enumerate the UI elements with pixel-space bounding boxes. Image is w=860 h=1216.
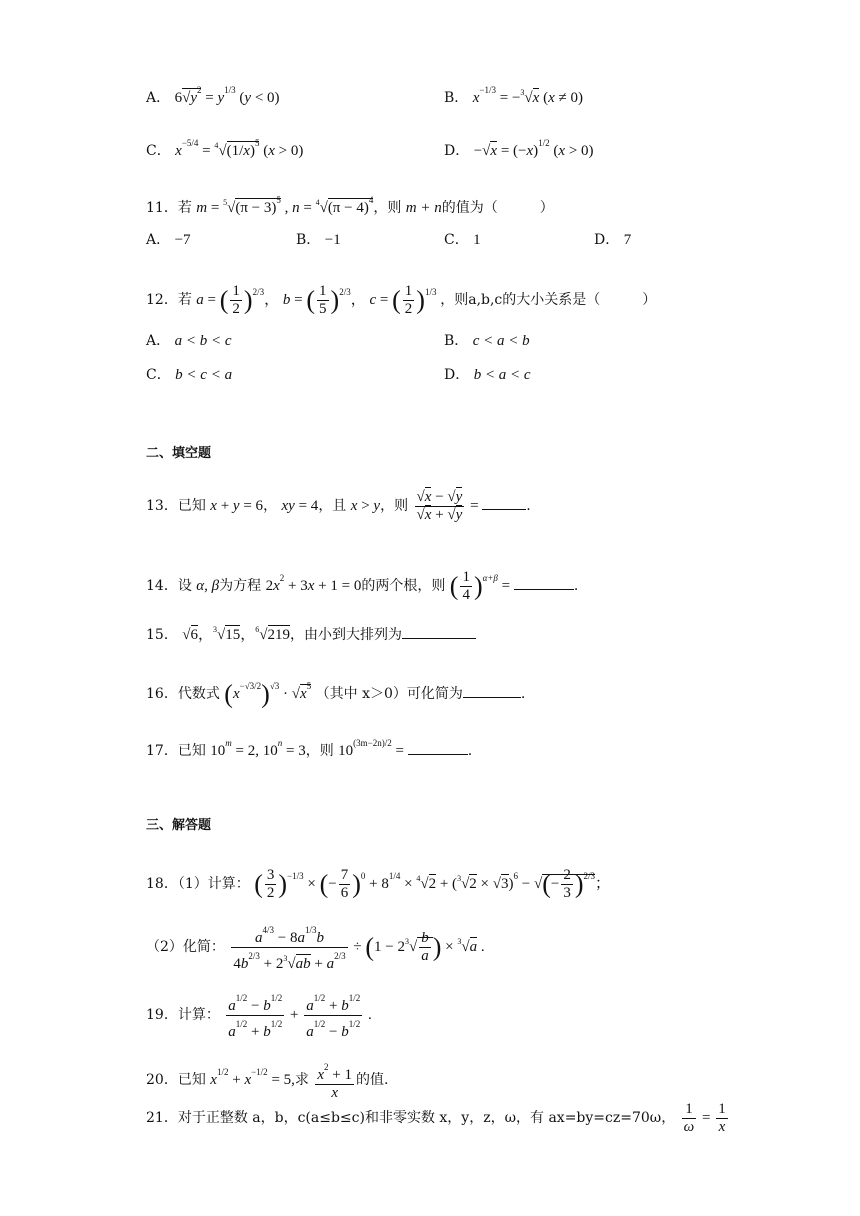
q10-option-a-label: A． [146,90,171,106]
q17-formula-1: $10^m = 2$, $10^n = 3$ [210,738,306,759]
q11-option-d [594,230,631,250]
q16-formula: $(x^{-√3/2})^{√3} \cdot √x^5$ [224,679,312,709]
q13-formula-2: xy = 4 [281,498,319,514]
q18-part1 [146,856,610,905]
q20-stem [146,1052,388,1102]
q11-formula: $m = ^5√(\pi - 3)^5$ , $n = ^4√(\pi - 4)^4$ [196,195,374,216]
q14-text-3: 的两个根，则 [361,578,446,594]
q11-option-a [146,230,191,250]
q12-option-b-value: c < a < b [472,333,530,349]
q12-formula: a = ( $\frac{1}{2}$ )$^{2/3}$， b = ( $\frac{1}{5}$ )$^{2/3}$， c = ( $\frac{1}{2}$ )$^{1/3}$ [196,283,437,318]
q11-option-a-label: A． [146,232,171,248]
q18-formula-1: ( $\frac{3}{2}$ )$^{-1/3}$ × (− $\frac{7}{6}$ )$^0 + 8^{1/4} \times ^4√2 + (^3√2 \times √3)^6$ − √(− $\frac{2}{3}$ )$^{2/3}$； [254,867,611,902]
q18-formula-2: $\frac{a^{4/3} - 8a^{1/3}b}{4b^{2/3} + 2^3√ab + a^{2/3}}$ ÷ ($1 - 2^3√$ $\frac{b}{a}$ ) × $^3$√a . [229,939,484,955]
q12-option-b-label: B． [444,333,469,349]
q14-text-2: 为方程 [219,578,262,594]
q17-text-2: ，则 [305,743,334,759]
q10-option-d [444,133,594,161]
q11-sum: m + n [405,200,442,216]
q20-text-2: 求 [294,1072,309,1088]
q12-option-a-value: a < b < c [174,333,232,349]
q14-answer-blank[interactable] [514,575,574,590]
q10-option-c-expr: $x^{-5/4} = ^4√(1/x)^5$ (x > 0) [175,138,304,159]
q13-text-1: 已知 [177,498,206,514]
q18-part1-label: （1）计算： [177,876,250,892]
q10-option-d-label: D． [444,143,470,159]
q11-option-b-label: B． [296,232,321,248]
q21-formula: $\frac{1}{\omega}$ = $\frac{1}{x}$ [683,1101,726,1136]
q13-formula-3: x > y [350,498,381,514]
q11-option-c-value: 1 [473,232,481,248]
q14-stem: 14．设 α, β为方程 $2x^2 + 3x + 1 = 0$的两个根，则 ( $\frac{1}{4}$ )$^{\alpha+\beta}$ = . [146,569,579,604]
q12-option-d-label: D． [444,367,470,383]
q15-number: 15． [146,627,178,643]
q11-option-b-value: −1 [324,232,341,248]
section-title-fill-in: 二、填空题 [146,446,212,461]
q17-stem: 17．已知 $10^m = 2$, $10^n = 3$，则 $10^{(3m-2n)/2}$ = . [146,738,473,759]
q20-number: 20． [146,1072,178,1088]
q10-option-d-expr: $-√x = (-x)^{1/2}$ (x > 0) [473,138,594,159]
q19-text: 计算： [177,1006,220,1023]
q11-option-c-label: C． [444,232,469,248]
section-title-answer: 三、解答题 [146,818,212,833]
q15-formula: √6，$^3$√15，$^6$√219 [182,625,291,643]
q11-text-2: ，则 [373,200,402,216]
q16-stem: 16．代数式 $(x^{-√3/2})^{√3} \cdot √x^5$ （其中 x＞0）可化简为 . [146,679,526,709]
q11-text: 若 [177,200,192,216]
q17-number: 17． [146,743,178,759]
q20-text-3: 的值. [356,1072,389,1088]
q12-option-d-value: b < a < c [473,367,531,383]
q12-option-d [444,365,531,385]
q17-text-1: 已知 [177,743,206,759]
q17-formula-2: $10^{(3m-2n)/2}$ = [338,738,408,759]
q12-option-c [146,365,232,385]
q15-text: ，由小到大排列为 [290,627,403,643]
q11-option-c [444,230,481,250]
q16-text-2: （其中 x＞0）可化简为 [315,686,463,702]
q12-text-2: ，则a,b,c的大小关系是（ ） [440,292,657,308]
q10-option-b-expr: $x^{-1/3} = -^3√x$ (x ≠ 0) [472,85,583,106]
q14-formula-3: ( $\frac{1}{4}$ )$^{\alpha+\beta}$ = [449,569,514,604]
q18-number: 18． [146,876,178,892]
q11-option-a-value: −7 [174,232,191,248]
q11-stem [146,190,554,218]
q12-stem [146,275,656,318]
q13-answer-blank[interactable] [482,495,526,510]
q18-part2 [146,920,485,973]
q10-option-b-label: B． [444,90,469,106]
q12-text: 若 [177,292,192,308]
q12-option-a-label: A． [146,333,171,349]
q20-formula-1: $x^{1/2} + x^{-1/2} = 5$, [210,1067,295,1088]
q19-stem [146,990,372,1041]
q14-number: 14． [146,578,178,594]
q15-answer-blank[interactable] [402,624,476,639]
q18-part2-label: （2）化简： [146,939,225,955]
q15-stem [146,620,476,645]
q11-option-d-label: D． [594,232,620,248]
q13-formula-4: $\frac{√x - √y}{√x + √y}$ = [416,489,483,524]
q21-stem [146,1098,730,1138]
q19-number: 19． [146,1006,178,1023]
q16-text-1: 代数式 [177,686,220,702]
q16-number: 16． [146,686,178,702]
q12-option-a [146,331,231,351]
q12-option-c-value: b < c < a [175,367,233,383]
q13-stem: 13．已知 x + y = 6， xy = 4，且 x > y，则 $\frac{√x - √y}{√x + √y}$ = . [146,489,531,524]
q16-answer-blank[interactable] [463,683,521,698]
q12-number: 12． [146,292,178,308]
q20-text-1: 已知 [177,1072,206,1088]
q13-text-4: ，则 [380,498,409,514]
q12-option-b [444,331,530,351]
q10-option-a [146,80,280,108]
q12-option-c-label: C． [146,367,171,383]
q11-option-b [296,230,341,250]
q11-number: 11． [146,200,178,216]
q21-number: 21． [146,1110,178,1126]
q20-formula-2: $\frac{x^2 + 1}{x}$ [313,1072,356,1088]
q17-answer-blank[interactable] [408,740,468,755]
q10-option-c [146,133,303,161]
q13-formula-1: x + y = 6 [210,498,264,514]
q21-text: 对于正整数 a，b，c(a≤b≤c)和非零实数 x，y，z，ω，有 ax=by=cz=70ω， [177,1110,676,1126]
q10-option-a-expr: $6√y^2 = y^{1/3}$ (y < 0) [174,85,280,106]
q14-formula-1: α, β [196,578,220,594]
q10-option-b [444,80,583,108]
q13-text-2: ， [263,498,278,514]
q11-text-3: 的值为（ ） [441,200,554,216]
q13-number: 13． [146,498,178,514]
q14-formula-2: $2x^2 + 3x + 1 = 0$ [265,573,362,594]
q19-formula: $\frac{a^{1/2} - b^{1/2}}{a^{1/2} + b^{1/2}}$ + $\frac{a^{1/2} + b^{1/2}}{a^{1/2} - b^{1/2}}$ . [224,1007,371,1023]
q11-option-d-value: 7 [623,232,632,248]
q13-text-3: ，且 [318,498,347,514]
q14-text-1: 设 [177,578,192,594]
q10-option-c-label: C． [146,143,171,159]
